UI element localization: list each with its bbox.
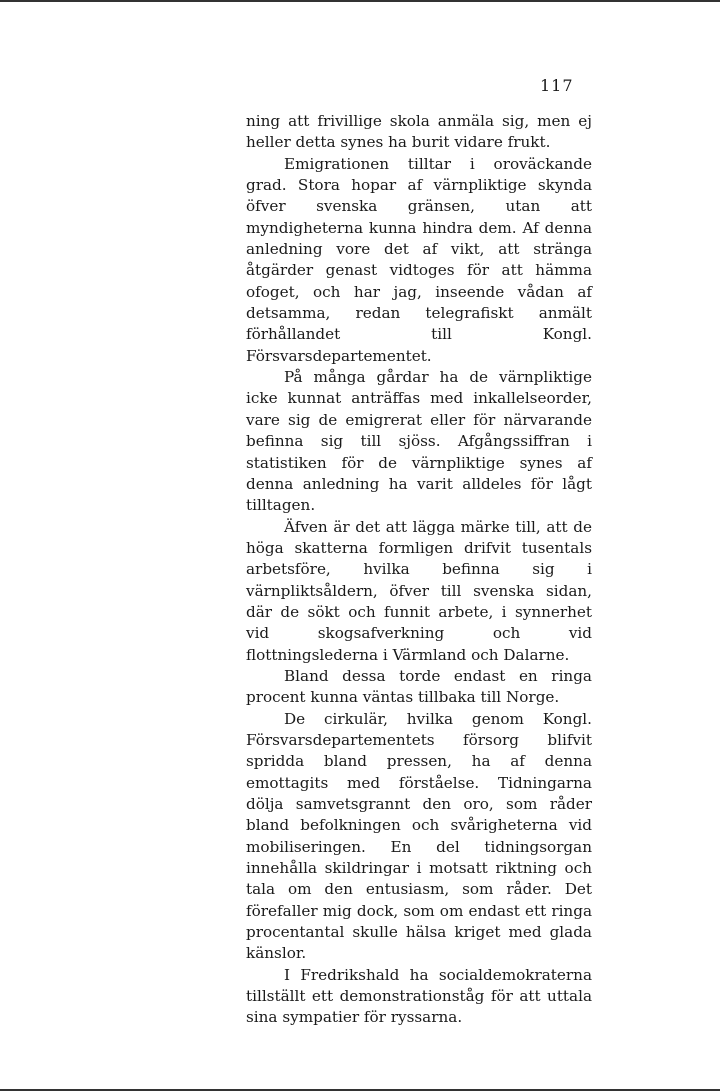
paragraph-2: Emigrationen tilltar i oroväckande grad. Stora hopar af värnpliktige skynda öfver svenska gränsen, utan att myndigheterna kunna hindra dem. Af denna anledning vore det af vikt, att stränga åtgärder genast vidtoges för att hämma ofoget, och har jag, inseende vådan af detsamma, redan telegrafiskt anmält förhållandet till Kongl. Försvarsdepartementet. (246, 154, 592, 365)
paragraph-4: Äfven är det att lägga märke till, att de höga skatterna formligen drifvit tusentals arbetsföre, hvilka befinna sig i värnpliktsåldern, öfver till svenska sidan, där de sökt och funnit arbete, i synnerhet vid skogsafverkning och vid flottningslederna i Värmland och Dalarne. (246, 517, 592, 664)
paragraph-1: ning att frivillige skola anmäla sig, men ej heller detta synes ha burit vidare frukt. (246, 112, 592, 152)
paragraph-5: Bland dessa torde endast en ringa procent kunna väntas tillbaka till Norge. (246, 666, 592, 707)
paragraph-3: På många gårdar ha de värnpliktige icke kunnat anträffas med inkallelseorder, vare sig de emigrerat eller för närvarande befinna sig till sjöss. Afgångssiffran i statistiken för de värnpliktige synes af denna anledning ha varit alldeles för lågt tilltagen. (246, 368, 592, 515)
paragraph-6: De cirkulär, hvilka genom Kongl. Försvarsdepartementets försorg blifvit spridda bland pressen, ha af denna emottagits med förståelse. Tidningarna dölja samvetsgrannt den oro, som råder bland befolkningen och svårigheterna vid mobiliseringen. En del tidningsorgan innehålla skildringar i motsatt riktning och tala om den entusiasm, som råder. Det förefaller mig dock, som om endast ett ringa procentantal skulle hälsa kriget med glada känslor. (246, 709, 592, 963)
body-text (246, 111, 592, 1029)
bottom-border-line (0, 1089, 720, 1091)
paragraph-7: I Fredrikshald ha socialdemokraterna tillställt ett demonstrationståg för att uttala sina sympatier för ryssarna. (246, 965, 592, 1027)
top-border-line (0, 0, 720, 2)
page-number: 117 (540, 76, 574, 95)
